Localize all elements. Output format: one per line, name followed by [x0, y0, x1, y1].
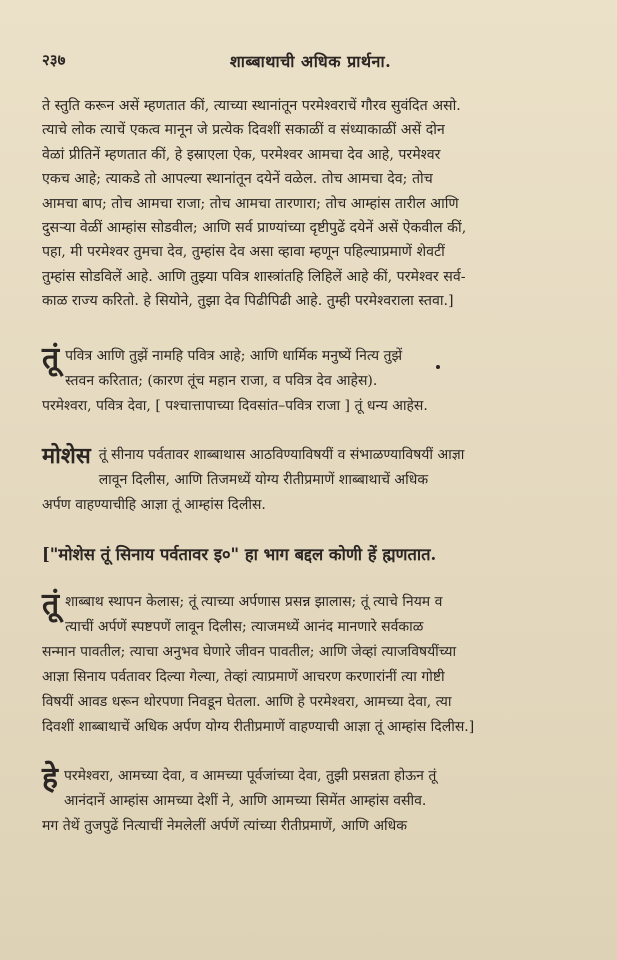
section-line: आनंदानें आम्हांस आमच्या देशीं ने, आणि आमच्या सिमेंत आम्हांस वसीव. — [63, 792, 427, 809]
section-line: तूं सीनाय पर्वतावर शाब्बाथास आठविण्याविषयीं व संभाळण्याविषयीं आज्ञा — [98, 446, 465, 463]
section-lead-word: तूं — [42, 340, 60, 376]
section-lead-word: तूं — [42, 586, 60, 622]
running-title: शाब्बाथाची अधिक प्रार्थना. — [229, 52, 392, 71]
section-line: शाब्बाथ स्थापन केलास; तूं त्याच्या अर्पणास प्रसन्न झालास; तूं त्याचे नियम व — [65, 593, 443, 610]
prayer-section-holy — [42, 340, 579, 419]
intro-line: वेळां प्रीतिनें म्हणतात कीं, हे इस्राएला ऐक, परमेश्वर आमचा देव आहे, परमेश्वर — [42, 146, 441, 163]
intro-line: काळ राज्य करितो. हे सियोने, तुझा देव पिढीपिढी आहे. तुम्ही परमेश्वराला स्तवा.] — [42, 293, 454, 310]
prayer-section-sabbath — [42, 586, 579, 740]
section-lead-word: मोशेस — [42, 442, 91, 469]
intro-line: आमचा बाप; तोच आमचा राजा; तोच आमचा तारणारा; तोच आम्हांस तारील आणि — [42, 195, 459, 212]
prayer-section-return — [42, 760, 579, 839]
section-line: मग तेथें तुजपुढें नित्याचीं नेमलेलीं अर्पणें त्यांच्या रीतीप्रमाणें, आणि अधिक — [42, 817, 408, 834]
section-line: परमेश्वरा, आमच्या देवा, व आमच्या पूर्वजांच्या देवा, तुझी प्रसन्नता होऊन तूं — [63, 767, 437, 784]
intro-line: त्याचे लोक त्याचें एकत्व मानून जे प्रत्येक दिवशीं सकाळीं व संध्याकाळीं असें दोन — [42, 122, 445, 139]
section-caption: ["मोशेस तूं सिनाय पर्वतावर इ०" हा भाग बद्दल कोणी हें ह्मणतात. — [42, 544, 437, 564]
page-header — [42, 50, 579, 76]
intro-paragraph — [42, 94, 579, 314]
page-number: २३७ — [42, 51, 66, 69]
section-lead-word: हे — [42, 760, 58, 796]
intro-line: दुसऱ्या वेळीं आम्हांस सोडवील; आणि सर्व प्राण्यांच्या दृष्टीपुढें दयेनें असें ऐकवील कीं, — [42, 220, 467, 237]
stray-dot — [436, 365, 440, 369]
section-line: दिवशीं शाब्बाथाचें अधिक अर्पण योग्य रीतीप्रमाणें वाहण्याची आज्ञा तूं आम्हांस दिलीस.] — [42, 718, 475, 735]
intro-line: पहा, मी परमेश्वर तुमचा देव, तुम्हांस देव असा व्हावा म्हणून पहिल्याप्रमाणें शेवटीं — [42, 244, 445, 261]
section-line: सन्मान पावतील; त्याचा अनुभव घेणारे जीवन पावतील; आणि जेव्हां त्याजविषयींच्या — [42, 643, 457, 660]
section-line: लावून दिलीस, आणि तिजमध्यें योग्य रीतीप्रमाणें शाब्बाथाचें अधिक — [98, 471, 429, 488]
prayer-section-moses — [42, 443, 579, 518]
section-line: परमेश्वरा, पवित्र देवा, [ पश्चात्तापाच्या दिवसांत–पवित्र राजा ] तूं धन्य आहेस. — [42, 397, 428, 414]
section-line: स्तवन करितात; (कारण तूंच महान राजा, व पवित्र देव आहेस). — [65, 372, 378, 389]
section-line: अर्पण वाहण्याचीहि आज्ञा तूं आम्हांस दिलीस. — [42, 496, 266, 513]
section-line: त्याचीं अर्पणें स्पष्टपणें लावून दिलीस; त्याजमध्यें आनंद मानणारे सर्वकाळ — [65, 618, 424, 635]
intro-line: तुम्हांस सोडविलें आहे. आणि तुझ्या पवित्र शास्त्रांतहि लिहिलें आहे कीं, परमेश्वर सर्व- — [42, 268, 466, 285]
intro-line: एकच आहे; त्याकडे तो आपल्या स्थानांतून दयेनें वळेल. तोच आमचा देव; तोच — [42, 171, 433, 188]
section-line: विषयीं आवड धरून थोरपणा निवडून घेतला. आणि हे परमेश्वरा, आमच्या देवा, त्या — [42, 693, 452, 710]
section-line: आज्ञा सिनाय पर्वतावर दिल्या गेल्या, तेव्हां त्याप्रमाणें आचरण करणारांनीं त्या गोष्टी — [42, 668, 445, 685]
intro-line: ते स्तुति करून असें म्हणतात कीं, त्याच्या स्थानांतून परमेश्वराचें गौरव सुवंदित असो. — [42, 98, 461, 114]
section-line: पवित्र आणि तुझें नामहि पवित्र आहे; आणि धार्मिक मनुष्यें नित्य तुझें — [65, 347, 403, 364]
